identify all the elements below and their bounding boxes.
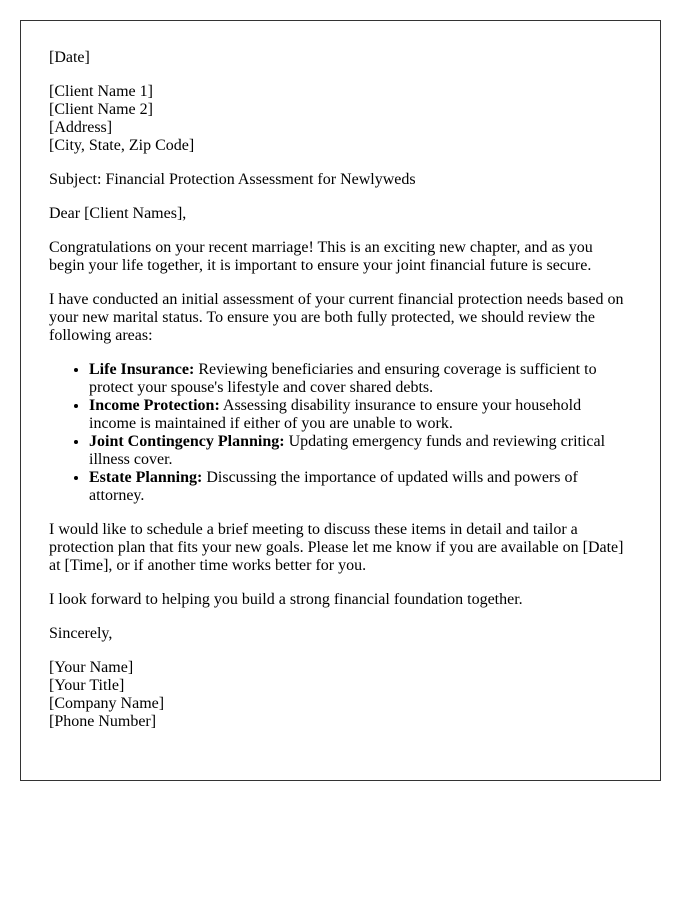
closing: Sincerely, — [49, 625, 113, 642]
list-item-title: Income Protection: — [89, 397, 220, 414]
list-item-text: Discussing the importance of updated wills and powers of attorney. — [89, 469, 578, 504]
recipient-name-2: [Client Name 2] — [49, 101, 153, 118]
list-item-title: Joint Contingency Planning: — [89, 433, 285, 450]
recipient-city-state-zip: [City, State, Zip Code] — [49, 137, 195, 154]
list-item-title: Life Insurance: — [89, 361, 195, 378]
signature-title: [Your Title] — [49, 677, 125, 694]
signature-phone: [Phone Number] — [49, 713, 157, 730]
date: [Date] — [49, 49, 90, 66]
paragraph-meeting: I would like to schedule a brief meeting to discuss these items in detail and tailor a protection plan that fits your new goals. Please let me know if you are available on [Date] at [Time], or if another time works better for you. — [49, 521, 624, 574]
recipient-block — [49, 83, 632, 155]
signature-name: [Your Name] — [49, 659, 134, 676]
recipient-address: [Address] — [49, 119, 113, 136]
paragraph-closing-remark: I look forward to helping you build a strong financial foundation together. — [49, 591, 523, 608]
signature-company: [Company Name] — [49, 695, 165, 712]
review-areas-list — [49, 361, 632, 505]
list-item-text: Assessing disability insurance to ensure your household income is maintained if either of you are unable to work. — [89, 397, 582, 432]
signature-block — [49, 659, 632, 731]
list-item-text: Updating emergency funds and reviewing critical illness cover. — [89, 433, 606, 468]
letter — [20, 20, 661, 781]
list-item — [89, 469, 632, 505]
list-item — [89, 433, 632, 469]
recipient-name-1: [Client Name 1] — [49, 83, 153, 100]
paragraph-assessment: I have conducted an initial assessment of your current financial protection needs based on your new marital status. To ensure you are both fully protected, we should review the following areas: — [49, 291, 624, 344]
list-item — [89, 397, 632, 433]
list-item-text: Reviewing beneficiaries and ensuring coverage is sufficient to protect your spouse's lifestyle and cover shared debts. — [89, 361, 597, 396]
subject-line: Subject: Financial Protection Assessment for Newlyweds — [49, 171, 416, 188]
list-item — [89, 361, 632, 397]
salutation: Dear [Client Names], — [49, 205, 187, 222]
list-item-title: Estate Planning: — [89, 469, 203, 486]
paragraph-congratulations: Congratulations on your recent marriage! This is an exciting new chapter, and as you begin your life together, it is important to ensure your joint financial future is secure. — [49, 239, 593, 274]
